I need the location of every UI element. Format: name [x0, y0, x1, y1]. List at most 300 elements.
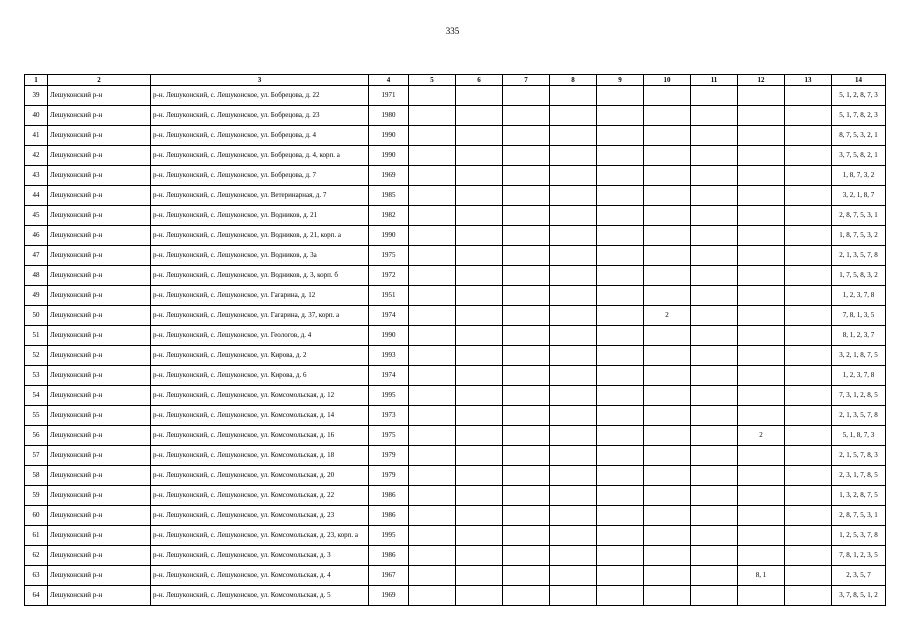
col14-cell: 3, 7, 8, 5, 1, 2 — [832, 586, 886, 606]
district-cell: Лешуконский р-н — [48, 426, 151, 446]
address-cell: р-н. Лешуконский, с. Лешуконское, ул. Комсомольская, д. 22 — [151, 486, 369, 506]
year-cell: 1975 — [369, 246, 409, 266]
district-cell: Лешуконский р-н — [48, 446, 151, 466]
district-cell: Лешуконский р-н — [48, 206, 151, 226]
col8-cell — [550, 406, 597, 426]
table-row — [25, 266, 886, 286]
row-number-cell: 51 — [25, 326, 48, 346]
col5-cell — [409, 226, 456, 246]
col6-cell — [456, 446, 503, 466]
col11-cell — [691, 326, 738, 346]
address-cell: р-н. Лешуконский, с. Лешуконское, ул. Комсомольская, д. 12 — [151, 386, 369, 406]
col10-cell — [644, 446, 691, 466]
col13-cell — [785, 586, 832, 606]
col8-cell — [550, 266, 597, 286]
col14-cell: 7, 3, 1, 2, 8, 5 — [832, 386, 886, 406]
table-row — [25, 126, 886, 146]
col7-cell — [503, 286, 550, 306]
col12-cell — [738, 226, 785, 246]
col12-cell — [738, 326, 785, 346]
col11-cell — [691, 406, 738, 426]
table-row — [25, 426, 886, 446]
col7-cell — [503, 426, 550, 446]
col10-cell — [644, 426, 691, 446]
district-cell: Лешуконский р-н — [48, 506, 151, 526]
col5-cell — [409, 546, 456, 566]
col8-cell — [550, 546, 597, 566]
col9-cell — [597, 586, 644, 606]
col13-cell — [785, 546, 832, 566]
district-cell: Лешуконский р-н — [48, 406, 151, 426]
district-cell: Лешуконский р-н — [48, 366, 151, 386]
col6-cell — [456, 386, 503, 406]
col5-cell — [409, 186, 456, 206]
table-row — [25, 386, 886, 406]
district-cell: Лешуконский р-н — [48, 166, 151, 186]
col6-cell — [456, 566, 503, 586]
col8-cell — [550, 466, 597, 486]
col13-cell — [785, 526, 832, 546]
col6-cell — [456, 86, 503, 106]
address-cell: р-н. Лешуконский, с. Лешуконское, ул. Бобрецова, д. 4 — [151, 126, 369, 146]
col13-cell — [785, 346, 832, 366]
col10-cell — [644, 466, 691, 486]
col13-cell — [785, 106, 832, 126]
col10-cell — [644, 186, 691, 206]
col10-cell — [644, 586, 691, 606]
col10-cell — [644, 166, 691, 186]
row-number-cell: 50 — [25, 306, 48, 326]
col12-cell — [738, 246, 785, 266]
col8-cell — [550, 166, 597, 186]
year-cell: 1974 — [369, 366, 409, 386]
column-header: 4 — [369, 75, 409, 86]
year-cell: 1973 — [369, 406, 409, 426]
col14-cell: 2, 3, 5, 7 — [832, 566, 886, 586]
address-cell: р-н. Лешуконский, с. Лешуконское, ул. Комсомольская, д. 18 — [151, 446, 369, 466]
col9-cell — [597, 566, 644, 586]
row-number-cell: 49 — [25, 286, 48, 306]
col14-cell: 2, 3, 1, 7, 8, 5 — [832, 466, 886, 486]
col12-cell — [738, 106, 785, 126]
col11-cell — [691, 486, 738, 506]
column-header: 10 — [644, 75, 691, 86]
row-number-cell: 55 — [25, 406, 48, 426]
col10-cell — [644, 206, 691, 226]
col7-cell — [503, 446, 550, 466]
district-cell: Лешуконский р-н — [48, 186, 151, 206]
col14-cell: 1, 8, 7, 5, 3, 2 — [832, 226, 886, 246]
col14-cell: 8, 7, 5, 3, 2, 1 — [832, 126, 886, 146]
year-cell: 1951 — [369, 286, 409, 306]
col8-cell — [550, 226, 597, 246]
col7-cell — [503, 166, 550, 186]
table-row — [25, 326, 886, 346]
col11-cell — [691, 146, 738, 166]
row-number-cell: 44 — [25, 186, 48, 206]
address-cell: р-н. Лешуконский, с. Лешуконское, ул. Комсомольская, д. 4 — [151, 566, 369, 586]
col14-cell: 1, 2, 3, 7, 8 — [832, 286, 886, 306]
col10-cell — [644, 406, 691, 426]
col14-cell: 8, 1, 2, 3, 7 — [832, 326, 886, 346]
row-number-cell: 59 — [25, 486, 48, 506]
table-row — [25, 366, 886, 386]
col6-cell — [456, 206, 503, 226]
col11-cell — [691, 286, 738, 306]
col10-cell — [644, 106, 691, 126]
year-cell: 1986 — [369, 486, 409, 506]
col9-cell — [597, 266, 644, 286]
address-cell: р-н. Лешуконский, с. Лешуконское, ул. Комсомольская, д. 3 — [151, 546, 369, 566]
address-cell: р-н. Лешуконский, с. Лешуконское, ул. Геологов, д. 4 — [151, 326, 369, 346]
page-number: 335 — [445, 26, 460, 36]
col14-cell: 2, 8, 7, 5, 3, 1 — [832, 206, 886, 226]
col14-cell: 5, 1, 8, 7, 3 — [832, 426, 886, 446]
col9-cell — [597, 446, 644, 466]
col13-cell — [785, 186, 832, 206]
col11-cell — [691, 126, 738, 146]
col14-cell: 3, 2, 1, 8, 7 — [832, 186, 886, 206]
col14-cell: 2, 8, 7, 5, 3, 1 — [832, 506, 886, 526]
col13-cell — [785, 286, 832, 306]
table-row — [25, 146, 886, 166]
col14-cell: 2, 1, 3, 5, 7, 8 — [832, 406, 886, 426]
year-cell: 1990 — [369, 226, 409, 246]
col14-cell: 3, 7, 5, 8, 2, 1 — [832, 146, 886, 166]
col9-cell — [597, 306, 644, 326]
address-cell: р-н. Лешуконский, с. Лешуконское, ул. Бобрецова, д. 7 — [151, 166, 369, 186]
col5-cell — [409, 526, 456, 546]
table-row — [25, 466, 886, 486]
year-cell: 1974 — [369, 306, 409, 326]
col9-cell — [597, 366, 644, 386]
col6-cell — [456, 286, 503, 306]
col13-cell — [785, 426, 832, 446]
col12-cell — [738, 126, 785, 146]
col6-cell — [456, 146, 503, 166]
district-cell: Лешуконский р-н — [48, 86, 151, 106]
column-header: 8 — [550, 75, 597, 86]
col5-cell — [409, 346, 456, 366]
row-number-cell: 43 — [25, 166, 48, 186]
col12-cell — [738, 166, 785, 186]
district-cell: Лешуконский р-н — [48, 226, 151, 246]
col6-cell — [456, 346, 503, 366]
col9-cell — [597, 146, 644, 166]
col12-cell — [738, 406, 785, 426]
col6-cell — [456, 326, 503, 346]
col11-cell — [691, 586, 738, 606]
address-cell: р-н. Лешуконский, с. Лешуконское, ул. Комсомольская, д. 23, корп. а — [151, 526, 369, 546]
col10-cell — [644, 226, 691, 246]
col9-cell — [597, 226, 644, 246]
col9-cell — [597, 126, 644, 146]
col13-cell — [785, 146, 832, 166]
col10-cell — [644, 86, 691, 106]
col14-cell: 1, 2, 3, 7, 8 — [832, 366, 886, 386]
column-header: 6 — [456, 75, 503, 86]
col9-cell — [597, 346, 644, 366]
year-cell: 1990 — [369, 146, 409, 166]
col5-cell — [409, 166, 456, 186]
col9-cell — [597, 506, 644, 526]
row-number-cell: 57 — [25, 446, 48, 466]
column-header: 7 — [503, 75, 550, 86]
col13-cell — [785, 506, 832, 526]
col8-cell — [550, 586, 597, 606]
year-cell: 1980 — [369, 106, 409, 126]
district-cell: Лешуконский р-н — [48, 546, 151, 566]
col10-cell — [644, 566, 691, 586]
col5-cell — [409, 506, 456, 526]
col13-cell — [785, 306, 832, 326]
row-number-cell: 63 — [25, 566, 48, 586]
column-header: 11 — [691, 75, 738, 86]
col12-cell — [738, 586, 785, 606]
column-header: 12 — [738, 75, 785, 86]
address-cell: р-н. Лешуконский, с. Лешуконское, ул. Комсомольская, д. 20 — [151, 466, 369, 486]
address-cell: р-н. Лешуконский, с. Лешуконское, ул. Комсомольская, д. 14 — [151, 406, 369, 426]
district-cell: Лешуконский р-н — [48, 566, 151, 586]
col7-cell — [503, 526, 550, 546]
buildings-table — [24, 74, 886, 606]
col12-cell — [738, 386, 785, 406]
year-cell: 1995 — [369, 526, 409, 546]
table-row — [25, 346, 886, 366]
col6-cell — [456, 246, 503, 266]
district-cell: Лешуконский р-н — [48, 466, 151, 486]
col10-cell — [644, 546, 691, 566]
col7-cell — [503, 186, 550, 206]
table-row — [25, 186, 886, 206]
col6-cell — [456, 466, 503, 486]
col7-cell — [503, 126, 550, 146]
col12-cell — [738, 206, 785, 226]
col6-cell — [456, 106, 503, 126]
col5-cell — [409, 406, 456, 426]
col12-cell — [738, 486, 785, 506]
col12-cell — [738, 446, 785, 466]
col8-cell — [550, 446, 597, 466]
col11-cell — [691, 266, 738, 286]
col13-cell — [785, 246, 832, 266]
col13-cell — [785, 566, 832, 586]
col9-cell — [597, 206, 644, 226]
col5-cell — [409, 86, 456, 106]
column-header: 2 — [48, 75, 151, 86]
col10-cell — [644, 486, 691, 506]
address-cell: р-н. Лешуконский, с. Лешуконское, ул. Кирова, д. 2 — [151, 346, 369, 366]
col6-cell — [456, 506, 503, 526]
col11-cell — [691, 226, 738, 246]
row-number-cell: 64 — [25, 586, 48, 606]
table-row — [25, 446, 886, 466]
row-number-cell: 53 — [25, 366, 48, 386]
col11-cell — [691, 346, 738, 366]
address-cell: р-н. Лешуконский, с. Лешуконское, ул. Бобрецова, д. 4, корп. а — [151, 146, 369, 166]
col13-cell — [785, 266, 832, 286]
year-cell: 1969 — [369, 586, 409, 606]
col5-cell — [409, 206, 456, 226]
table-row — [25, 546, 886, 566]
col13-cell — [785, 166, 832, 186]
col12-cell — [738, 366, 785, 386]
address-cell: р-н. Лешуконский, с. Лешуконское, ул. Комсомольская, д. 23 — [151, 506, 369, 526]
district-cell: Лешуконский р-н — [48, 486, 151, 506]
column-header: 1 — [25, 75, 48, 86]
col14-cell: 1, 2, 5, 3, 7, 8 — [832, 526, 886, 546]
table-row — [25, 286, 886, 306]
row-number-cell: 39 — [25, 86, 48, 106]
col9-cell — [597, 86, 644, 106]
col8-cell — [550, 386, 597, 406]
col9-cell — [597, 326, 644, 346]
district-cell: Лешуконский р-н — [48, 306, 151, 326]
address-cell: р-н. Лешуконский, с. Лешуконское, ул. Кирова, д. 6 — [151, 366, 369, 386]
column-header: 5 — [409, 75, 456, 86]
table-row — [25, 106, 886, 126]
col6-cell — [456, 406, 503, 426]
col5-cell — [409, 486, 456, 506]
row-number-cell: 62 — [25, 546, 48, 566]
row-number-cell: 46 — [25, 226, 48, 246]
column-header-row — [25, 75, 886, 86]
district-cell: Лешуконский р-н — [48, 286, 151, 306]
table-row — [25, 566, 886, 586]
col11-cell — [691, 166, 738, 186]
col6-cell — [456, 126, 503, 146]
col12-cell — [738, 146, 785, 166]
address-cell: р-н. Лешуконский, с. Лешуконское, ул. Ветеринарная, д. 7 — [151, 186, 369, 206]
col8-cell — [550, 206, 597, 226]
col7-cell — [503, 206, 550, 226]
col10-cell — [644, 246, 691, 266]
col8-cell — [550, 86, 597, 106]
col9-cell — [597, 486, 644, 506]
col5-cell — [409, 386, 456, 406]
year-cell: 1975 — [369, 426, 409, 446]
col6-cell — [456, 226, 503, 246]
col7-cell — [503, 246, 550, 266]
year-cell: 1990 — [369, 126, 409, 146]
column-header: 13 — [785, 75, 832, 86]
table-row — [25, 306, 886, 326]
col11-cell — [691, 106, 738, 126]
col5-cell — [409, 326, 456, 346]
col8-cell — [550, 306, 597, 326]
col13-cell — [785, 386, 832, 406]
col7-cell — [503, 326, 550, 346]
col10-cell — [644, 146, 691, 166]
col7-cell — [503, 586, 550, 606]
col12-cell — [738, 186, 785, 206]
year-cell: 1995 — [369, 386, 409, 406]
col11-cell — [691, 306, 738, 326]
table-row — [25, 166, 886, 186]
col10-cell — [644, 266, 691, 286]
col7-cell — [503, 146, 550, 166]
col13-cell — [785, 486, 832, 506]
col6-cell — [456, 306, 503, 326]
table-row — [25, 506, 886, 526]
col5-cell — [409, 366, 456, 386]
col10-cell — [644, 126, 691, 146]
address-cell: р-н. Лешуконский, с. Лешуконское, ул. Бобрецова, д. 22 — [151, 86, 369, 106]
col12-cell — [738, 266, 785, 286]
col11-cell — [691, 426, 738, 446]
col12-cell — [738, 306, 785, 326]
row-number-cell: 45 — [25, 206, 48, 226]
col12-cell: 2 — [738, 426, 785, 446]
col10-cell — [644, 386, 691, 406]
col8-cell — [550, 346, 597, 366]
col10-cell — [644, 286, 691, 306]
col7-cell — [503, 226, 550, 246]
district-cell: Лешуконский р-н — [48, 586, 151, 606]
table-row — [25, 226, 886, 246]
address-cell: р-н. Лешуконский, с. Лешуконское, ул. Водников, д. 3а — [151, 246, 369, 266]
col9-cell — [597, 386, 644, 406]
year-cell: 1979 — [369, 466, 409, 486]
col8-cell — [550, 146, 597, 166]
address-cell: р-н. Лешуконский, с. Лешуконское, ул. Водников, д. 3, корп. б — [151, 266, 369, 286]
year-cell: 1979 — [369, 446, 409, 466]
col5-cell — [409, 446, 456, 466]
col6-cell — [456, 546, 503, 566]
col9-cell — [597, 106, 644, 126]
row-number-cell: 41 — [25, 126, 48, 146]
col11-cell — [691, 546, 738, 566]
row-number-cell: 52 — [25, 346, 48, 366]
row-number-cell: 56 — [25, 426, 48, 446]
address-cell: р-н. Лешуконский, с. Лешуконское, ул. Водников, д. 21, корп. а — [151, 226, 369, 246]
col10-cell: 2 — [644, 306, 691, 326]
col14-cell: 7, 8, 1, 2, 3, 5 — [832, 546, 886, 566]
col11-cell — [691, 466, 738, 486]
col9-cell — [597, 546, 644, 566]
col12-cell — [738, 546, 785, 566]
col9-cell — [597, 526, 644, 546]
col13-cell — [785, 206, 832, 226]
col11-cell — [691, 386, 738, 406]
col14-cell: 2, 1, 5, 7, 8, 3 — [832, 446, 886, 466]
col9-cell — [597, 246, 644, 266]
col9-cell — [597, 286, 644, 306]
col10-cell — [644, 366, 691, 386]
col9-cell — [597, 166, 644, 186]
col13-cell — [785, 86, 832, 106]
col8-cell — [550, 186, 597, 206]
col12-cell — [738, 526, 785, 546]
col5-cell — [409, 466, 456, 486]
col14-cell: 1, 7, 5, 8, 3, 2 — [832, 266, 886, 286]
col5-cell — [409, 566, 456, 586]
col11-cell — [691, 506, 738, 526]
col6-cell — [456, 366, 503, 386]
col9-cell — [597, 426, 644, 446]
address-cell: р-н. Лешуконский, с. Лешуконское, ул. Гагарина, д. 12 — [151, 286, 369, 306]
row-number-cell: 61 — [25, 526, 48, 546]
col7-cell — [503, 366, 550, 386]
col7-cell — [503, 406, 550, 426]
col5-cell — [409, 426, 456, 446]
col7-cell — [503, 306, 550, 326]
district-cell: Лешуконский р-н — [48, 346, 151, 366]
col6-cell — [456, 166, 503, 186]
col14-cell: 5, 1, 2, 8, 7, 3 — [832, 86, 886, 106]
col8-cell — [550, 286, 597, 306]
col11-cell — [691, 366, 738, 386]
